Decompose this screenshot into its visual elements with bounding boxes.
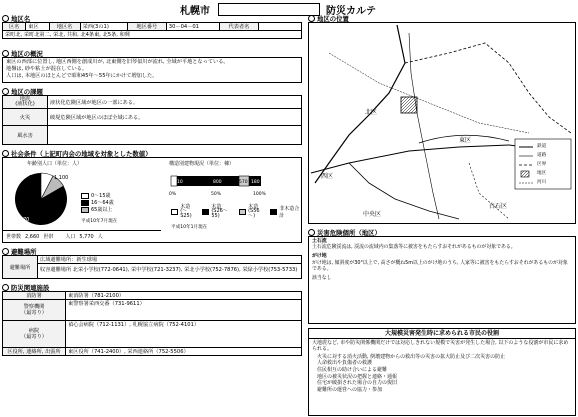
section-bullet-icon bbox=[2, 15, 9, 22]
road-line bbox=[409, 33, 439, 219]
fire-text: 破堤危険区域が地区のほぼ全域にある。 bbox=[48, 109, 302, 126]
legend-item: 0～15歳 bbox=[81, 192, 114, 199]
citizen-role-title: 大規模災害発生時に求められる市民の役割 bbox=[309, 329, 575, 339]
citizen-role-list bbox=[309, 354, 575, 394]
bar-value-label: 180 bbox=[251, 180, 260, 185]
hospital-value: 禎心会病院（712-1131）, 札幌協立病院（752-4101） bbox=[66, 321, 302, 348]
evacuation-table: 避難場所 広域避難場所：新生球場 収容避難場所 北栄小学校(772-0641), 栄中学校(721-3237), 栄北小学校(752-7876), 栄緑小学校(753-5733) bbox=[2, 255, 302, 279]
ward-boundary-line bbox=[405, 43, 571, 133]
building-chart-title: 構造別建物現況（単位：棟） bbox=[169, 161, 235, 167]
legend-boundary: 区界 bbox=[537, 162, 547, 167]
list-item: • 人命救出や負傷者の救護 bbox=[317, 360, 575, 367]
district-value: 栄西(3の1) bbox=[80, 23, 127, 31]
section-bullet-icon bbox=[2, 150, 9, 157]
map-drawing bbox=[309, 23, 575, 221]
legend-swatch bbox=[202, 209, 209, 215]
legend-item: 非木造合計 bbox=[270, 208, 301, 215]
section-overview-title: 地区の概況 bbox=[2, 49, 302, 57]
section-bullet-icon bbox=[308, 15, 315, 22]
district-highlight-area bbox=[401, 97, 417, 113]
representative-label: 代表者名 bbox=[220, 23, 259, 31]
section-bullet-icon bbox=[2, 50, 9, 57]
legend-road: 道路 bbox=[537, 153, 547, 158]
household-label: 世帯数 bbox=[6, 234, 22, 240]
fire-station-label: 消防署 bbox=[3, 292, 66, 300]
wide-area-value: 新生球場 bbox=[76, 257, 98, 263]
legend-item: 木造 (S56～) bbox=[239, 208, 264, 215]
map-label-higashi-ward: 東区 bbox=[459, 137, 472, 144]
age-date-note: 平成10年7月現在 bbox=[81, 219, 118, 224]
district-areas: 栄町北, 栄町北第二, 栄北, 共和, 北4条東, 北5条, 和興 bbox=[3, 31, 302, 39]
district-info-table bbox=[2, 22, 302, 39]
population-value: 5,770 bbox=[79, 233, 94, 240]
hazard-box bbox=[308, 236, 576, 324]
evacuation-label: 避難場所 bbox=[3, 256, 38, 279]
section-bullet-icon bbox=[2, 88, 9, 95]
district-label: 地区名 bbox=[49, 23, 80, 31]
section-bullet-icon bbox=[308, 229, 315, 236]
river-line bbox=[329, 53, 529, 133]
social-conditions-box bbox=[2, 157, 302, 243]
right-column bbox=[308, 14, 576, 416]
age-chart-title: 年齢別人口（単位：人） bbox=[27, 161, 83, 167]
flood-label: 風水害 bbox=[3, 126, 48, 145]
section-hazard-title: 災害危険個所（地区） bbox=[308, 228, 576, 236]
legend-swatch bbox=[81, 207, 89, 213]
hospital-label: 病院 （最寄り） bbox=[3, 321, 66, 348]
list-item: • 火災に対する消火活動, 倒壊建物からの救出等の災害の拡大防止及び二次災害の防止 bbox=[317, 354, 575, 361]
section-facilities-title: 防災関連施設 bbox=[2, 283, 302, 291]
ward-label: 区名 bbox=[3, 23, 26, 31]
fire-label: 火災 bbox=[3, 109, 48, 126]
ward-value: 東区 bbox=[26, 23, 49, 31]
hazard-cliff-title: がけ地 bbox=[312, 253, 327, 260]
legend-district-swatch bbox=[521, 171, 529, 177]
hazard-debris-title: 土石流 bbox=[312, 238, 327, 244]
overview-line: 東区の西部に位置し, 地区西側を創成川が, 北東側を旧琴似川が流れ, 全域が平地となっている。 bbox=[6, 59, 229, 65]
police-label: 警察機関 （最寄り） bbox=[3, 300, 66, 321]
legend-item: 木造 (S26～55) bbox=[202, 208, 233, 215]
representative-value bbox=[259, 23, 302, 31]
facilities-table bbox=[2, 291, 302, 356]
ward-boundary-line bbox=[315, 25, 405, 183]
issues-table bbox=[2, 95, 302, 145]
shelter-value: 収容避難場所 北栄小学校(772-0641), 栄中学校(721-3237), 栄北小学校(752-7876), 栄緑小学校(753-5733) bbox=[38, 264, 302, 279]
legend-swatch bbox=[81, 200, 89, 206]
earthquake-text: 液状化危険区域が地区の一部にある。 bbox=[48, 96, 302, 109]
section-bullet-icon bbox=[2, 284, 9, 291]
citizen-role-intro: 大地震など, 市や防災関係機関だけでは対応しきれない規模で災害が発生した場合, 以下のような役割が市民に求められる。 bbox=[312, 340, 569, 353]
city-name: 札幌市 bbox=[180, 5, 210, 17]
age-65-plus-label: 1,100 bbox=[54, 175, 69, 181]
hazard-debris-text: 土石流危険渓流は, 渓流の流域内の集落等に被害をもたらすおそれがあるものが対象である。 bbox=[312, 244, 516, 251]
legend-item: 木造 (～S25) bbox=[171, 208, 196, 215]
population-unit: 人 bbox=[97, 234, 103, 240]
axis-tick-label: 50% bbox=[211, 192, 222, 197]
list-item: • 住宅が破損された場合の自力の復旧 bbox=[317, 380, 575, 387]
section-location-title: 地区の位置 bbox=[308, 14, 576, 22]
building-date-note: 平成10年1月現在 bbox=[171, 225, 208, 230]
wide-area-label: 広域避難場所 bbox=[40, 257, 72, 263]
age-legend bbox=[81, 192, 114, 213]
list-item: • 地区の被災状況の把握と連絡・通報 bbox=[317, 374, 575, 381]
map-label-kita-ward: 北区 bbox=[365, 109, 378, 116]
overview-line: 地盤は, 砂や粘土が混在している。 bbox=[6, 66, 88, 72]
bar-value-label: 10 bbox=[177, 180, 183, 185]
bar-value-label: 570 bbox=[239, 180, 248, 185]
flood-text bbox=[48, 126, 302, 145]
legend-swatch bbox=[171, 209, 178, 215]
map-label-shiroishi-ward: 白石区 bbox=[489, 203, 508, 210]
left-column bbox=[2, 14, 302, 356]
section-district-name-title: 地区名 bbox=[2, 14, 302, 22]
overview-box bbox=[2, 57, 302, 83]
household-row bbox=[3, 230, 161, 242]
section-evacuation-title: 避難場所 bbox=[2, 247, 302, 255]
building-bar-chart bbox=[163, 170, 293, 200]
legend-swatch bbox=[81, 193, 89, 199]
legend-railway: 鉄道 bbox=[537, 144, 547, 149]
bar-wood-s26-55 bbox=[177, 176, 239, 186]
district-code-value: 30－04－01 bbox=[166, 23, 219, 31]
legend-swatch bbox=[270, 209, 277, 215]
legend-item: 65歳以上 bbox=[81, 206, 114, 213]
axis-tick-label: 0% bbox=[169, 192, 177, 197]
legend-item: 16～64歳 bbox=[81, 199, 114, 206]
age-16-64-label: 4,470 bbox=[15, 217, 30, 223]
list-item: • 避難所の運営への協力・参加 bbox=[317, 387, 575, 394]
age-0-15-label: 800 bbox=[29, 175, 39, 181]
location-map bbox=[308, 22, 576, 224]
legend-swatch bbox=[239, 209, 246, 215]
household-value: 2,660 bbox=[25, 233, 40, 240]
building-legend bbox=[171, 203, 301, 219]
document-title: 防災カルテ bbox=[326, 5, 376, 17]
map-label-chuo-ward: 中央区 bbox=[363, 211, 382, 218]
fire-station-value: 東消防署（781-2100） bbox=[66, 292, 302, 300]
police-value: 東警察署栄西交番（731-9611） bbox=[66, 300, 302, 321]
overview-line: 人口は, 本地区のほとんどで昭和45年～55年にかけて増加した。 bbox=[6, 73, 158, 79]
district-code-label: 地区番号 bbox=[127, 23, 166, 31]
ward-office-value: 東区役所（741-2400）, 栄西連絡所（752-5506） bbox=[66, 348, 302, 356]
hazard-cliff-text: がけ地は, 傾斜度が30°以上で, 高さが概ね5m以上のがけ地のうち, 人家等に被害をもたらすおそれがあるものが対象である。 bbox=[312, 259, 568, 272]
map-label-nishi-ward: 西区 bbox=[321, 173, 334, 180]
earthquake-label: 地震 (液状化) bbox=[3, 96, 48, 109]
ward-office-label: 区役所, 連絡所, 出張所 bbox=[3, 348, 66, 356]
legend-district: 地区 bbox=[537, 171, 547, 176]
road-line bbox=[469, 163, 509, 219]
map-legend-labels bbox=[537, 142, 546, 187]
age-pie-chart bbox=[7, 167, 87, 233]
legend-river: 河川 bbox=[537, 180, 547, 185]
axis-tick-label: 100% bbox=[253, 192, 266, 197]
section-social-title: 社会条件（上記町内会の地域を対象とした数値） bbox=[2, 149, 302, 157]
citizen-role-box bbox=[308, 328, 576, 416]
section-bullet-icon bbox=[2, 248, 9, 255]
hazard-status: 該当なし bbox=[312, 275, 332, 282]
population-label: 人口 bbox=[65, 234, 76, 240]
section-issues-title: 地区の課題 bbox=[2, 87, 302, 95]
bar-value-label: 800 bbox=[213, 180, 222, 185]
household-unit: 世帯 bbox=[43, 234, 54, 240]
list-item: • 住民相互の助け合いによる避難 bbox=[317, 367, 575, 374]
